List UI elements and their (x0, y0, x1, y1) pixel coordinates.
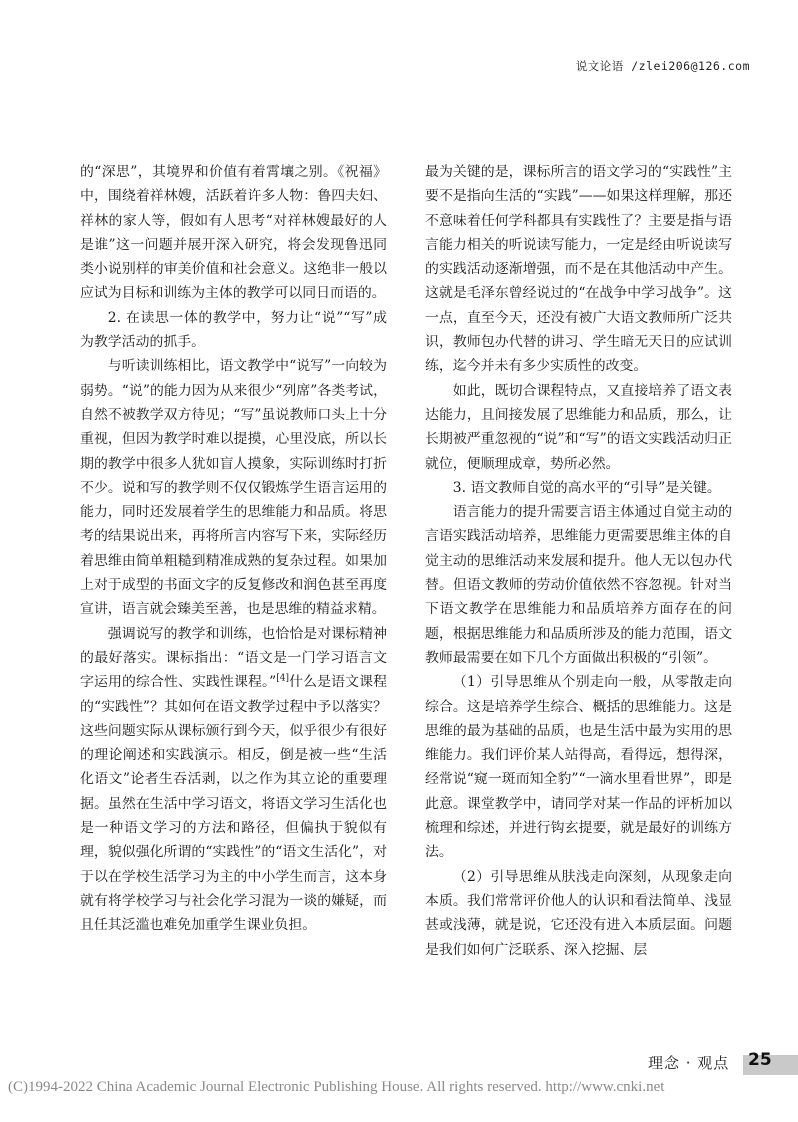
citation-ref: [4] (276, 673, 289, 684)
paragraph: 的“深思”，其境界和价值有着霄壤之别。《祝福》中，围绕着祥林嫂，活跃着许多人物：鲁四夫妇、祥林的家人等，假如有人思考“对祥林嫂最好的人是谁”这一问题并展开深入研究，将会发现鲁迅同类小说别样的审美价值和社会意义。这绝非一般以应试为目标和训练为主体的教学可以同日而语的。 (80, 164, 387, 302)
page-header: 说文论语 /zlei206@126.com (575, 59, 750, 73)
paragraph: 与听读训练相比，语文教学中“说写”一向较为弱势。“说”的能力因为从来很少“列席”各类考试，自然不被教学双方待见；“写”虽说教师口头上十分重视，但因为教学时难以提摸，心里没底，所以长期的教学中很多人犹如盲人摸象，实际训练时打折不少。说和写的教学则不仅仅锻炼学生语言运用的能力，同时还发展着学生的思维能力和品质。将思考的结果说出来，再将所言内容写下来，实际经历着思维由简单粗糙到精准成熟的复杂过程。如果加上对于成型的书面文字的反复修改和润色甚至再度宣讲，语言就会臻美至善，也是思维的精益求精。 (80, 358, 387, 618)
right-column (425, 160, 732, 962)
section-heading: 3. 语文教师自觉的高水平的“引导”是关键。 (452, 479, 721, 496)
paragraph-text: 什么是语文课程的“实践性”？其如何在语文教学过程中予以落实？这些问题实际从课标颁行到今天，似乎很少有很好的理论阐述和实践演示。相反，倒是被一些“生活化语文”论者生吞活剥，以之作为其立论的重要理据。虽然在生活中学习语文，将语文学习生活化也是一种语文学习的方法和路径，但偏执于貌似有理，貌似强化所谓的“实践性”的“语文生活化”，对于以在学校生活学习为主的中小学生而言，这本身就有将学校学习与社会化学习混为一谈的嫌疑，而且任其泛滥也难免加重学生课业负担。 (80, 674, 387, 934)
section-heading: 2. 在读思一体的教学中，努力让“说”“写”成为教学活动的抓手。 (80, 309, 387, 351)
paragraph-text: 强调说写的教学和训练，也恰恰是对课标精神的最好落实。课标指出：“语文是一门学习语言文字运用的综合性、实践性课程。” (80, 625, 387, 691)
paragraph: （2）引导思维从肤浅走向深刻，从现象走向本质。我们常常评价他人的认识和看法简单、浅显甚或浅薄，就是说，它还没有进入本质层面。问题是我们如何广泛联系、深入挖掘、层 (425, 868, 732, 958)
paragraph (80, 622, 387, 938)
paragraph: 语言能力的提升需要言语主体通过自觉主动的言语实践活动培养，思维能力更需要思维主体的自觉主动的思维活动来发展和提升。他人无以包办代替。但语文教师的劳动价值依然不容忽视。针对当下语文教学在思维能力和品质培养方面存在的问题，根据思维能力和品质所涉及的能力范围，语文教师最需要在如下几个方面做出积极的“引领”。 (425, 504, 732, 666)
paragraph: （1）引导思维从个别走向一般，从零散走向综合。这是培养学生综合、概括的思维能力。这是思维的最为基础的品质，也是生活中最为实用的思维能力。我们评价某人站得高，看得远，想得深，经常说“窥一斑而知全豹”“一滴水里看世界”，即是此意。课堂教学中，请同学对某一作品的评析加以梳理和综述，并进行钩玄提要，就是最好的训练方法。 (425, 674, 732, 861)
left-column (80, 160, 387, 938)
section-label: 理念 · 观点 (648, 1054, 730, 1072)
page-number: 25 (748, 1050, 772, 1070)
paragraph: 最为关键的是，课标所言的语文学习的“实践性”主要不是指向生活的“实践”——如果这样理解，那还不意味着任何学科都具有实践性了？主要是指与语言能力相关的听说读写能力，一定是经由听说读写的实践活动逐渐增强，而不是在其他活动中产生。这就是毛泽东曾经说过的“在战争中学习战争”。这一点，直至今天，还没有被广大语文教师所广泛共识，教师包办代替的讲习、学生暗无天日的应试训练，迄今并未有多少实质性的改变。 (425, 164, 732, 375)
copyright-watermark: (C)1994-2022 China Academic Journal Electronic Publishing House. All rights reserved. http://www.cnki.net (8, 1079, 665, 1095)
paragraph: 如此，既切合课程特点，又直接培养了语文表达能力，且间接发展了思维能力和品质，那么，让长期被严重忽视的“说”和“写”的语文实践活动归正就位，便顺理成章，势所必然。 (425, 382, 732, 472)
